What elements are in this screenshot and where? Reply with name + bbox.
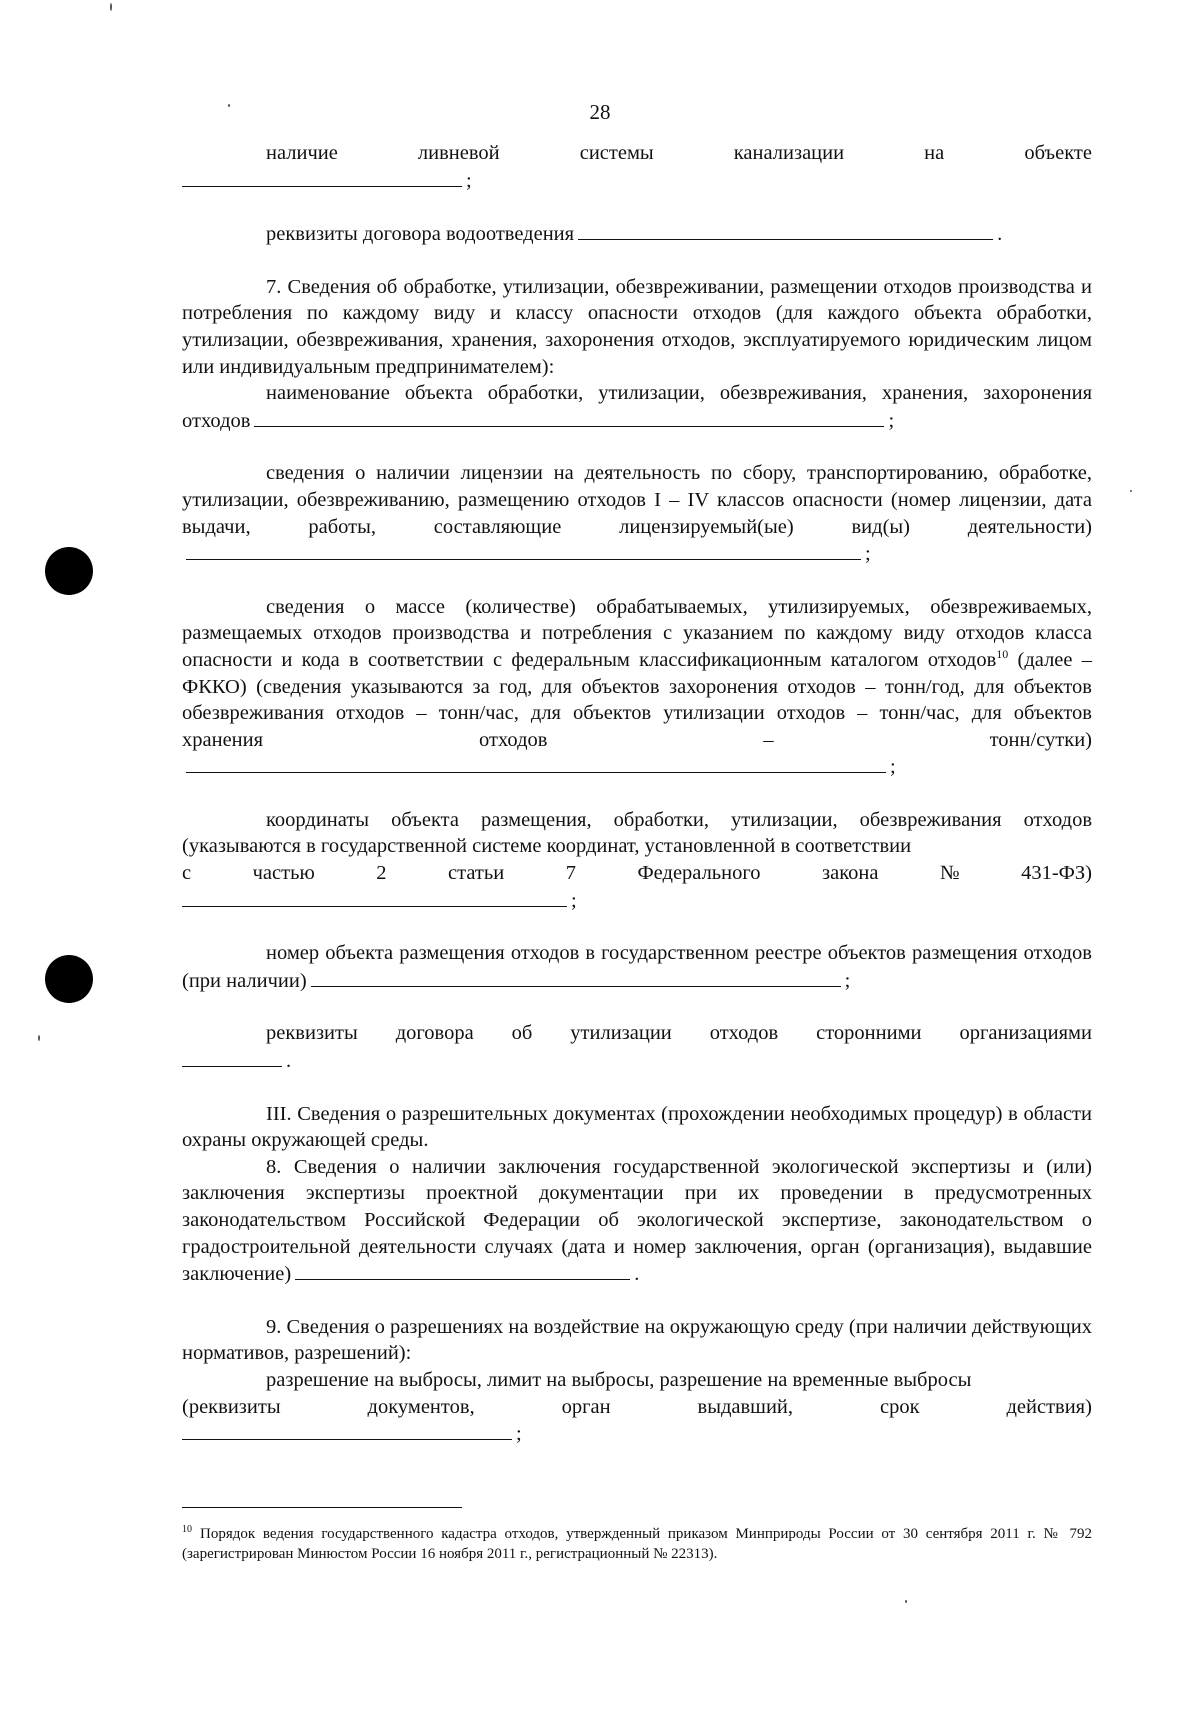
word: реквизиты [266, 1022, 358, 1045]
punct: ; [865, 543, 871, 566]
mass-label-cont: (далее – ФККО) (сведения указываются за год, для объектов захоронения отходов – тонн/год, для объектов обезвреживания отходов – тонн/час, для объектов утилизации отходов – тонн/час, для объектов хранения отходов – тонн/сутки) [182, 648, 1092, 751]
word: сторонними [816, 1022, 922, 1045]
footnote-number: 10 [182, 1524, 192, 1535]
word: 7 [565, 862, 576, 885]
stormwater-line [182, 140, 1092, 167]
emissions-blank[interactable] [182, 1420, 512, 1440]
registry-line [182, 940, 1092, 994]
drainage-contract-label: реквизиты договора водоотведения [266, 223, 575, 246]
word: № [939, 862, 960, 885]
word: (реквизиты [182, 1395, 281, 1418]
coords-words-line [182, 860, 1092, 887]
word: срок [879, 1395, 920, 1418]
word: ливневой [417, 142, 500, 164]
object-name-line [182, 380, 1092, 434]
word: закона [822, 862, 879, 885]
punct: ; [888, 409, 895, 432]
punct: . [286, 1050, 292, 1073]
footnote-divider [182, 1507, 462, 1508]
punct: . [997, 223, 1003, 246]
footnote [182, 1520, 1092, 1564]
scan-speck [905, 1600, 907, 1603]
mass-line [182, 594, 1092, 781]
word: объекте [1024, 142, 1092, 164]
punch-hole-top [45, 547, 93, 595]
license-line [182, 460, 1092, 567]
word: утилизации [570, 1022, 672, 1045]
registry-blank[interactable] [311, 967, 841, 987]
object-name-blank[interactable] [254, 407, 884, 427]
mass-label: сведения о массе (количестве) обрабатываемых, утилизируемых, обезвреживаемых, размещаемых отходов производства и потребления с указанием по каждому виду отходов класса опасности и кода в соответствии с федеральным классификационным каталогом отходов [182, 595, 1092, 671]
scan-speck [110, 3, 112, 11]
document-body [182, 140, 1092, 1448]
word: организациями [959, 1022, 1092, 1045]
mass-blank[interactable] [186, 753, 886, 773]
license-blank[interactable] [186, 540, 861, 560]
punct: ; [571, 889, 577, 912]
stormwater-blank[interactable] [182, 167, 462, 187]
word: канализации [733, 142, 845, 164]
page-number: 28 [589, 100, 611, 124]
footnote-text-line [182, 1520, 1092, 1564]
footnote-ref[interactable]: 10 [996, 647, 1009, 662]
scan-speck [228, 104, 230, 107]
emissions-line: разрешение на выбросы, лимит на выбросы, разрешение на временные выбросы [266, 1368, 972, 1391]
word: орган [561, 1395, 611, 1418]
word: 431-ФЗ) [1021, 862, 1092, 885]
section3-heading: III. Сведения о разрешительных документах (прохождении необходимых процедур) в области охраны окружающей среды. [182, 1102, 1092, 1152]
registry-label: номер объекта размещения отходов в государственном реестре объектов размещения отходов (при наличии) [182, 942, 1092, 992]
drainage-contract-blank[interactable] [578, 220, 993, 240]
word: об [511, 1022, 533, 1045]
coords-blank-line [182, 887, 1092, 915]
scan-speck [38, 1035, 40, 1041]
object-name-label: наименование объекта обработки, утилизации, обезвреживания, хранения, захоронения отходов [182, 382, 1092, 432]
word: отходов [709, 1022, 779, 1045]
recycling-line [182, 1020, 1092, 1047]
punct: ; [844, 969, 851, 992]
scan-speck [1130, 490, 1132, 492]
item8-line [182, 1154, 1092, 1288]
word: наличие [266, 142, 338, 164]
punct: ; [516, 1423, 522, 1446]
item8-blank[interactable] [295, 1260, 630, 1280]
word: с [182, 862, 192, 885]
emissions-words-line [182, 1394, 1092, 1421]
item8-label: 8. Сведения о наличии заключения государственной экологической экспертизы и (или) заключения экспертизы проектной документации при их проведении в предусмотренных законодательством Российской Федерации об экологической экспертизе, законодательством о градостроительной деятельности случаях (дата и номер заключения, орган (организация), выдавшие заключение) [182, 1155, 1092, 1286]
word: действия) [1006, 1395, 1092, 1418]
punct: ; [890, 756, 896, 779]
emissions-blank-line [182, 1420, 1092, 1448]
recycling-blank[interactable] [182, 1047, 282, 1067]
word: частью [252, 862, 315, 885]
coords-blank[interactable] [182, 887, 567, 907]
word: на [924, 142, 945, 164]
word: выдавший, [697, 1395, 794, 1418]
license-label: сведения о наличии лицензии на деятельность по сбору, транспортированию, обработке, утилизации, обезвреживанию, размещению отходов I – IV классов опасности (номер лицензии, дата выдачи, работы, составляющие лицензируемый(ые) вид(ы) деятельности) [182, 462, 1092, 538]
word: договора [395, 1022, 474, 1045]
word: документов, [367, 1395, 475, 1418]
punch-hole-bottom [45, 955, 93, 1003]
footnote-text: Порядок ведения государственного кадастра отходов, утвержденный приказом Минприроды России от 30 сентября 2011 г. № 792 (зарегистрирован Минюстом России 16 ноября 2011 г., регистрационный № 22313). [182, 1526, 1092, 1562]
word: 2 [376, 862, 387, 885]
word: статьи [448, 862, 505, 885]
word: системы [579, 142, 654, 164]
drainage-contract-line [182, 220, 1092, 248]
punct: . [634, 1263, 640, 1286]
punct: ; [466, 169, 472, 192]
item9-heading: 9. Сведения о разрешениях на воздействие на окружающую среду (при наличии действующих нормативов, разрешений): [182, 1315, 1093, 1365]
word: Федерального [637, 862, 761, 885]
stormwater-blank-line [182, 167, 1092, 195]
section7-heading: 7. Сведения об обработке, утилизации, обезвреживании, размещении отходов производства и потребления по каждому виду и классу опасности отходов (для каждого объекта обработки, утилизации, обезвреживания, хранения, захоронения отходов, эксплуатируемого юридическим лицом или индивидуальным предпринимателем): [182, 275, 1092, 378]
recycling-blank-line [182, 1047, 1092, 1075]
coords-line: координаты объекта размещения, обработки, утилизации, обезвреживания отходов (указываются в государственной системе координат, установленной в соответствии [182, 808, 1092, 858]
